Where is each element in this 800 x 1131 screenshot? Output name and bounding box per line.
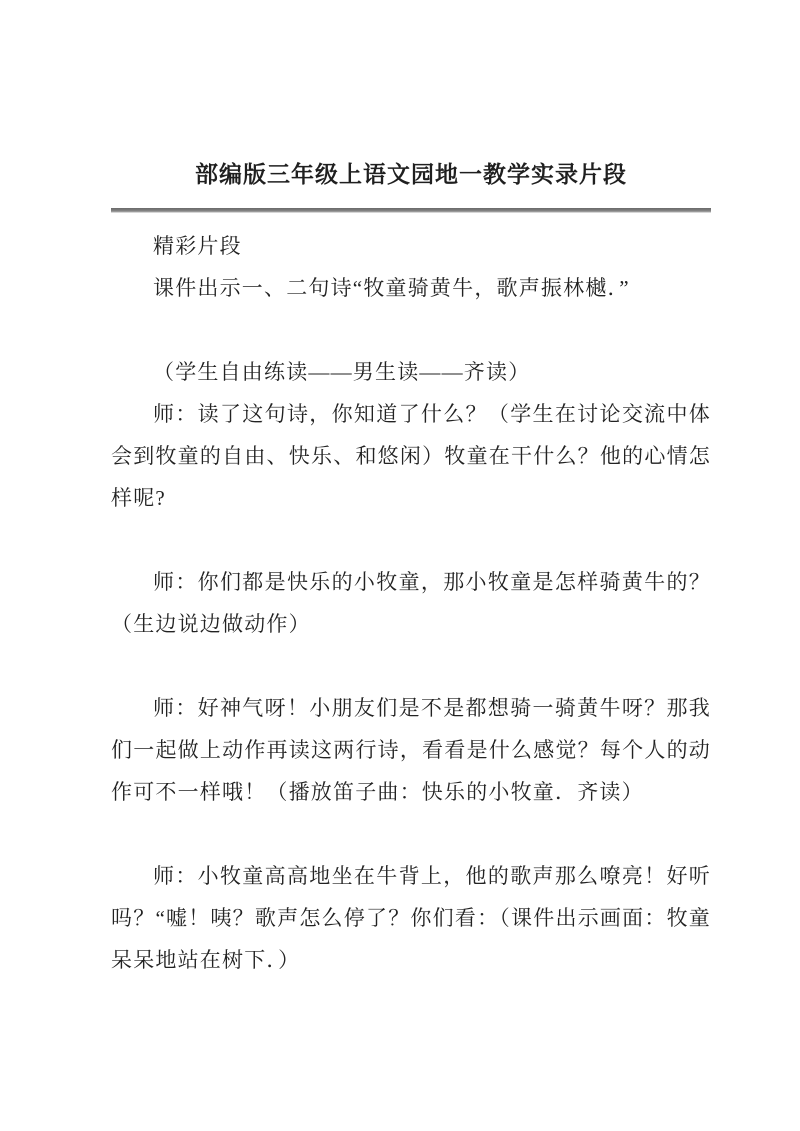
paragraph: 师：好神气呀！小朋友们是不是都想骑一骑黄牛呀？那我们一起做上动作再读这两行诗，看看是什么感觉？每个人的动作可不一样哦！（播放笛子曲：快乐的小牧童．齐读） [111,696,711,804]
paragraph: 精彩片段 [153,234,242,258]
document-title: 部编版三年级上语文园地一教学实录片段 [195,162,627,187]
paragraph: （学生自由练读——男生读——齐读） [153,360,531,384]
paragraph: 师：读了这句诗，你知道了什么？（学生在讨论交流中体会到牧童的自由、快乐、和悠闲）牧童在干什么？他的心情怎样呢? [111,402,711,510]
document-body [111,225,711,981]
paragraph: 课件出示一、二句诗“牧童骑黄牛，歌声振林樾．” [153,276,630,300]
title-divider [111,208,711,213]
paragraph: 师：小牧童高高地坐在牛背上，他的歌声那么嘹亮！好听吗？“嘘！咦？歌声怎么停了？你们看：（课件出示画面：牧童呆呆地站在树下．） [111,864,711,972]
paragraph: 师：你们都是快乐的小牧童，那小牧童是怎样骑黄牛的？（生边说边做动作） [111,570,711,636]
